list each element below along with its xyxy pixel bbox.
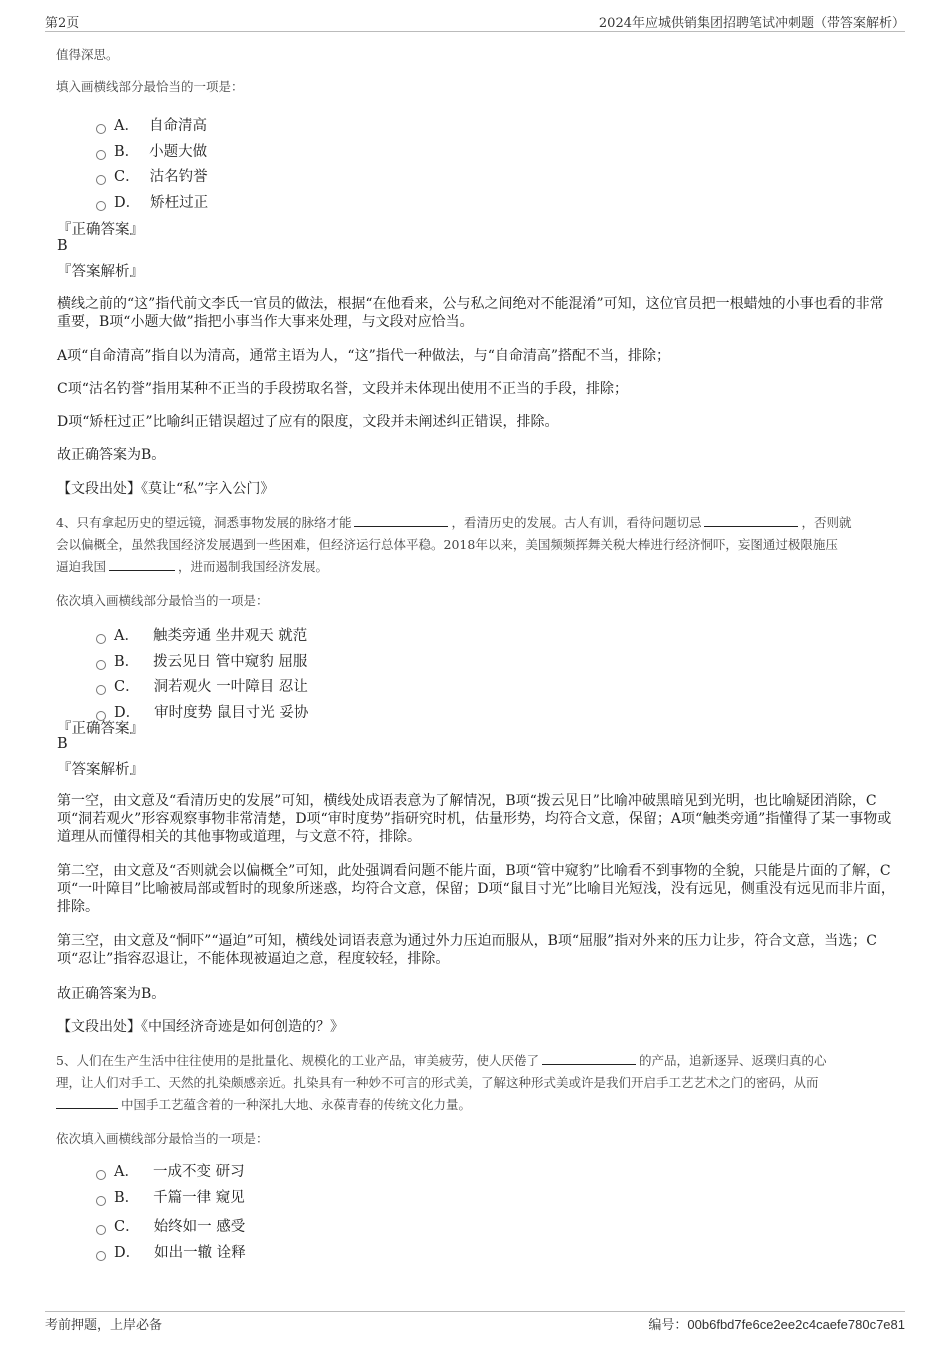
question-stem-line: 逼迫我国 ，进而遏制我国经济发展。 xyxy=(56,559,329,574)
footer-slogan: 考前押题，上岸必备 xyxy=(45,1318,163,1333)
question-prompt: 依次填入画横线部分最恰当的一项是： xyxy=(56,593,269,608)
radio-icon[interactable] xyxy=(96,175,106,185)
analysis-heading: 『答案解析』 xyxy=(57,264,144,280)
analysis-conclusion: 故正确答案为B。 xyxy=(57,447,166,463)
document-code: 编号：00b6fbd7fe6ce2ee2c4caefe780c7e81 xyxy=(648,1317,905,1333)
answer-heading: 『正确答案』 xyxy=(57,222,144,238)
footer-divider xyxy=(45,1311,905,1312)
option-d[interactable]: D． 矫枉过正 xyxy=(96,191,208,212)
analysis-paragraph: 第一空，由文意及“看清历史的发展”可知，横线处成语表意为了解情况，B项“拨云见日”比喻冲破黑暗见到光明，也比喻疑团消除，C项“洞若观火”形容观察事物非常清楚，D项“审时度势”指研究时机，估量形势，均符合文意，保留；A项“触类旁通”指懂得了某一事物或道理从而懂得相关的其他事物或道理，与文意不符，排除。 xyxy=(57,793,892,845)
radio-icon[interactable] xyxy=(96,1196,106,1206)
option-d[interactable]: D． 如出一辙 诠释 xyxy=(96,1241,246,1262)
question-stem: 4、只有拿起历史的望远镜，洞悉事物发展的脉络才能 ，看清历史的发展。古人有训，看待问题切忌 ，否则就 xyxy=(56,515,852,530)
answer-blank xyxy=(56,1096,118,1109)
radio-icon[interactable] xyxy=(96,660,106,670)
document-title: 2024年应城供销集团招聘笔试冲刺题（带答案解析） xyxy=(598,16,905,31)
radio-icon[interactable] xyxy=(96,150,106,160)
source-citation: 【文段出处】《中国经济奇迹是如何创造的？》 xyxy=(57,1019,344,1035)
option-d[interactable]: D． 审时度势 鼠目寸光 妥协 xyxy=(96,701,308,722)
answer-blank xyxy=(354,514,448,527)
question-stem-line: 会以偏概全，虽然我国经济发展遇到一些困难，但经济运行总体平稳。2018年以来，美国频频挥舞关税大棒进行经济恫吓，妄图通过极限施压 xyxy=(56,537,838,552)
radio-icon[interactable] xyxy=(96,201,106,211)
question-stem: 5、人们在生产生活中往往使用的是批量化、规模化的工业产品，审美疲劳，使人厌倦了 的产品，追新逐异、返璞归真的心 xyxy=(56,1053,827,1068)
answer-value: B xyxy=(57,238,68,254)
option-a[interactable]: A． 触类旁通 坐井观天 就范 xyxy=(96,624,307,645)
answer-value: B xyxy=(57,736,68,752)
page-number: 第2页 xyxy=(45,16,80,31)
analysis-paragraph: D项“矫枉过正”比喻纠正错误超过了应有的限度，文段并未阐述纠正错误，排除。 xyxy=(57,414,559,430)
answer-blank xyxy=(109,558,175,571)
analysis-conclusion: 故正确答案为B。 xyxy=(57,986,166,1002)
analysis-paragraph: A项“自命清高”指自以为清高，通常主语为人，“这”指代一种做法，与“自命清高”搭配不当，排除； xyxy=(57,348,671,364)
analysis-paragraph: 第二空，由文意及“否则就会以偏概全”可知，此处强调看问题不能片面，B项“管中窥豹”比喻看不到事物的全貌，只能是片面的了解，C项“一叶障目”比喻被局部或暂时的现象所迷惑，均符合文意，保留；D项“鼠目寸光”比喻目光短浅，没有远见，侧重没有远见而非片面，排除。 xyxy=(57,863,895,915)
header-divider xyxy=(45,31,905,32)
question-prompt: 依次填入画横线部分最恰当的一项是： xyxy=(56,1131,269,1146)
radio-icon[interactable] xyxy=(96,1251,106,1261)
answer-blank xyxy=(542,1052,636,1065)
option-b[interactable]: B． 小题大做 xyxy=(96,140,207,161)
answer-blank xyxy=(704,514,798,527)
passage-tail: 值得深思。 xyxy=(56,47,119,62)
option-b[interactable]: B． 拨云见日 管中窥豹 屈服 xyxy=(96,650,307,671)
question-stem-line: 中国手工艺蕴含着的一种深扎大地、永葆青春的传统文化力量。 xyxy=(56,1094,902,1116)
option-a[interactable]: A． 自命清高 xyxy=(96,114,207,135)
answer-heading: 『正确答案』 xyxy=(57,721,144,737)
radio-icon[interactable] xyxy=(96,1170,106,1180)
analysis-paragraph: 第三空，由文意及“恫吓”“逼迫”可知，横线处词语表意为通过外力压迫而服从，B项“屈服”指对外来的压力让步，符合文意，当选；C项“忍让”指容忍退让，不能体现被逼迫之意，程度较轻，排除。 xyxy=(57,933,877,967)
analysis-heading: 『答案解析』 xyxy=(57,762,144,778)
analysis-paragraph: C项“沽名钓誉”指用某种不正当的手段捞取名誉，文段并未体现出使用不正当的手段，排除； xyxy=(57,381,629,397)
option-c[interactable]: C． 始终如一 感受 xyxy=(96,1215,245,1236)
option-c[interactable]: C． 沽名钓誉 xyxy=(96,165,208,186)
question-stem-line: 理，让人们对手工、天然的扎染颇感亲近。扎染具有一种妙不可言的形式美，了解这种形式美或许是我们开启手工艺艺术之门的密码，从而 xyxy=(56,1075,819,1090)
radio-icon[interactable] xyxy=(96,634,106,644)
radio-icon[interactable] xyxy=(96,685,106,695)
option-a[interactable]: A． 一成不变 研习 xyxy=(96,1160,245,1181)
source-citation: 【文段出处】《莫让“私”字入公门》 xyxy=(57,481,275,497)
option-c[interactable]: C． 洞若观火 一叶障目 忍让 xyxy=(96,675,308,696)
analysis-paragraph: 横线之前的“这”指代前文李氏一官员的做法，根据“在他看来，公与私之间绝对不能混淆”可知，这位官员把一根蜡烛的小事也看的非常重要，B项“小题大做”指把小事当作大事来处理，与文段对应恰当。 xyxy=(57,296,884,330)
radio-icon[interactable] xyxy=(96,124,106,134)
radio-icon[interactable] xyxy=(96,1225,106,1235)
option-b[interactable]: B． 千篇一律 窥见 xyxy=(96,1186,245,1207)
question-prompt: 填入画横线部分最恰当的一项是： xyxy=(56,79,244,94)
